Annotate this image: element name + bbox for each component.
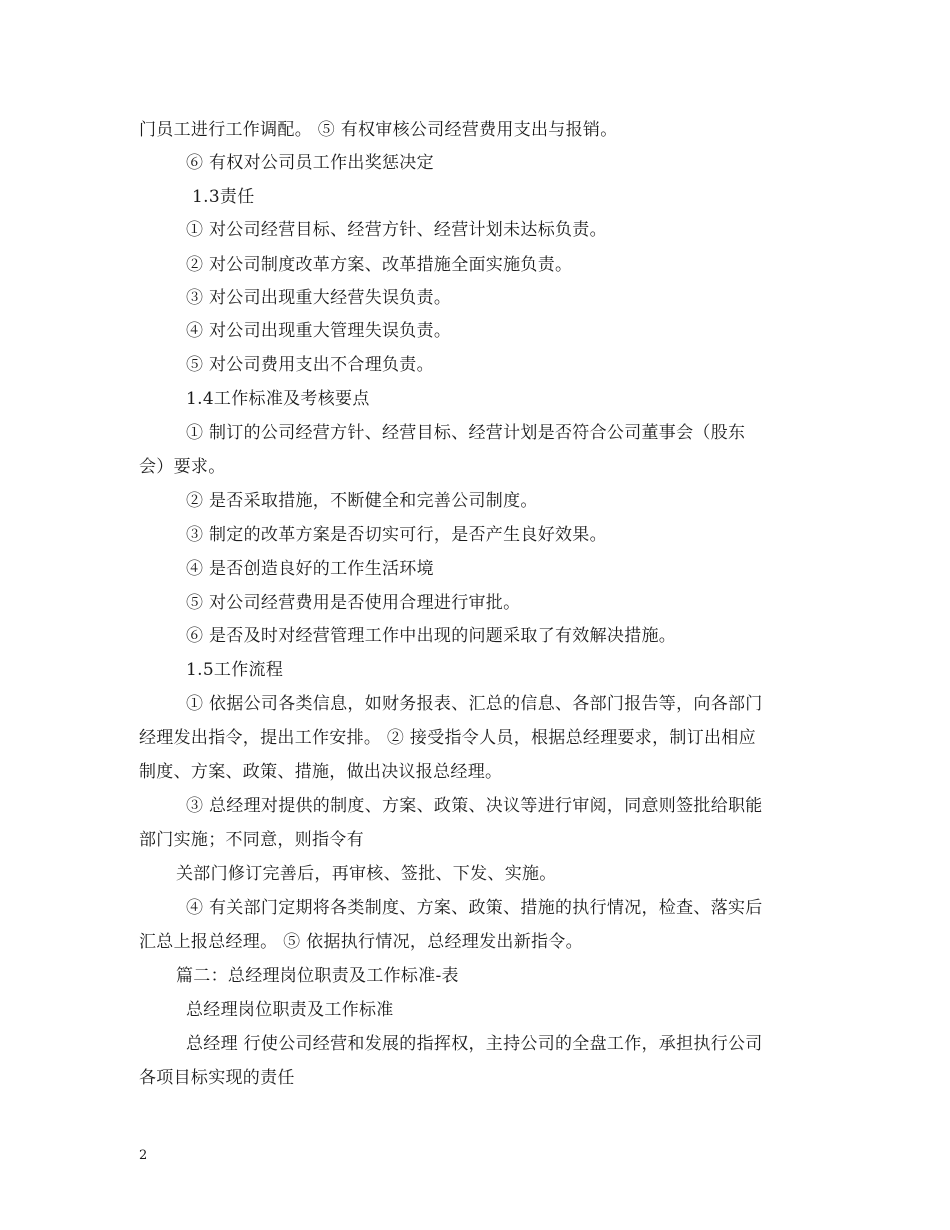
text-line: 经理发出指令，提出工作安排。 ② 接受指令人员，根据总经理要求，制订出相应 xyxy=(139,728,756,748)
text-line: ① 制订的公司经营方针、经营目标、经营计划是否符合公司董事会（股东 xyxy=(186,423,746,443)
text-line: 汇总上报总经理。 ⑤ 依据执行情况，总经理发出新指令。 xyxy=(139,932,583,952)
text-line: ② 对公司制度改革方案、改革措施全面实施负责。 xyxy=(186,255,573,275)
text-line: ⑤ 对公司费用支出不合理负责。 xyxy=(186,355,434,375)
text-line: ⑥ 是否及时对经营管理工作中出现的问题采取了有效解决措施。 xyxy=(186,626,677,646)
text-line: ① 依据公司各类信息，如财务报表、汇总的信息、各部门报告等，向各部门 xyxy=(186,694,763,714)
text-line: ③ 对公司出现重大经营失误负责。 xyxy=(186,288,452,308)
section-heading: 1.3责任 xyxy=(192,187,255,207)
section-heading: 总经理岗位职责及工作标准 xyxy=(186,1000,394,1020)
page-number: 2 xyxy=(139,1148,148,1163)
section-heading: 1.4工作标准及考核要点 xyxy=(186,389,370,409)
text-line: 关部门修订完善后，再审核、签批、下发、实施。 xyxy=(176,864,557,884)
text-line: ② 是否采取措施，不断健全和完善公司制度。 xyxy=(186,491,538,511)
section-heading: 篇二：总经理岗位职责及工作标准-表 xyxy=(176,966,459,986)
text-line: ④ 是否创造良好的工作生活环境 xyxy=(186,559,434,579)
section-heading: 1.5工作流程 xyxy=(186,660,284,680)
text-line: 门员工进行工作调配。 ⑤ 有权审核公司经营费用支出与报销。 xyxy=(139,120,618,140)
text-line: 总经理 行使公司经营和发展的指挥权，主持公司的全盘工作，承担执行公司 xyxy=(186,1034,763,1054)
text-line: ⑤ 对公司经营费用是否使用合理进行审批。 xyxy=(186,593,521,613)
text-line: ③ 制定的改革方案是否切实可行，是否产生良好效果。 xyxy=(186,525,607,545)
text-line: 部门实施；不同意，则指令有 xyxy=(139,830,364,850)
text-line: ③ 总经理对提供的制度、方案、政策、决议等进行审阅，同意则签批给职能 xyxy=(186,796,763,816)
text-line: ⑥ 有权对公司员工作出奖惩决定 xyxy=(186,153,434,173)
text-line: ① 对公司经营目标、经营方针、经营计划未达标负责。 xyxy=(186,220,607,240)
text-line: 制度、方案、政策、措施，做出决议报总经理。 xyxy=(139,762,503,782)
text-line: 各项目标实现的责任 xyxy=(139,1068,295,1088)
text-line: 会）要求。 xyxy=(139,457,226,477)
text-line: ④ 对公司出现重大管理失误负责。 xyxy=(186,321,452,341)
text-line: ④ 有关部门定期将各类制度、方案、政策、措施的执行情况，检查、落实后 xyxy=(186,898,763,918)
